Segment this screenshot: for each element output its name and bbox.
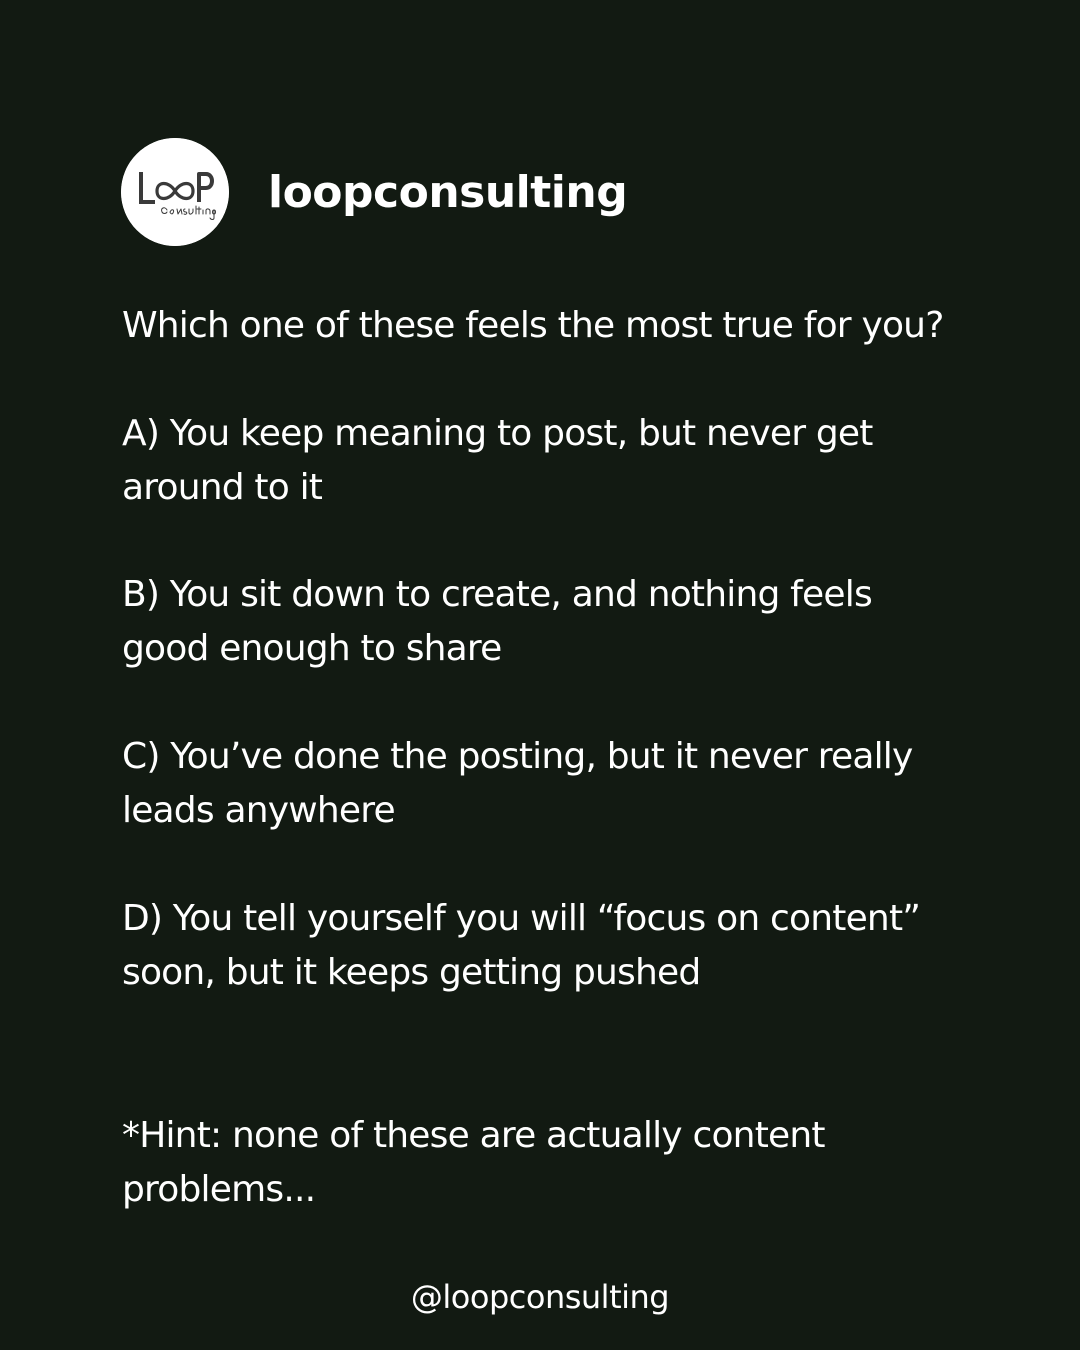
option-d-line-1: D) You tell yourself you will “focus on content” (122, 898, 921, 939)
option-a-line-2: around to it (122, 467, 323, 508)
option-c-line-1: C) You’ve done the posting, but it never really (122, 736, 913, 777)
hint-text (122, 1109, 1022, 1217)
option-b-line-1: B) You sit down to create, and nothing feels (122, 574, 872, 615)
avatar (121, 138, 229, 246)
option-c-line-2: leads anywhere (122, 790, 395, 831)
footer-handle[interactable]: @loopconsulting (410, 1278, 670, 1316)
question-text: Which one of these feels the most true for you? (122, 305, 944, 346)
option-c (122, 730, 1022, 838)
option-a-line-1: A) You keep meaning to post, but never get (122, 413, 873, 454)
option-a (122, 407, 1022, 515)
hint-line-2: problems... (122, 1169, 316, 1210)
option-b-line-2: good enough to share (122, 628, 502, 669)
hint-line-1: *Hint: none of these are actually content (122, 1115, 825, 1156)
option-d (122, 892, 1022, 1000)
loop-logo-icon (121, 138, 229, 246)
option-b (122, 568, 1022, 676)
option-d-line-2: soon, but it keeps getting pushed (122, 952, 701, 993)
account-handle[interactable]: loopconsulting (268, 167, 628, 218)
